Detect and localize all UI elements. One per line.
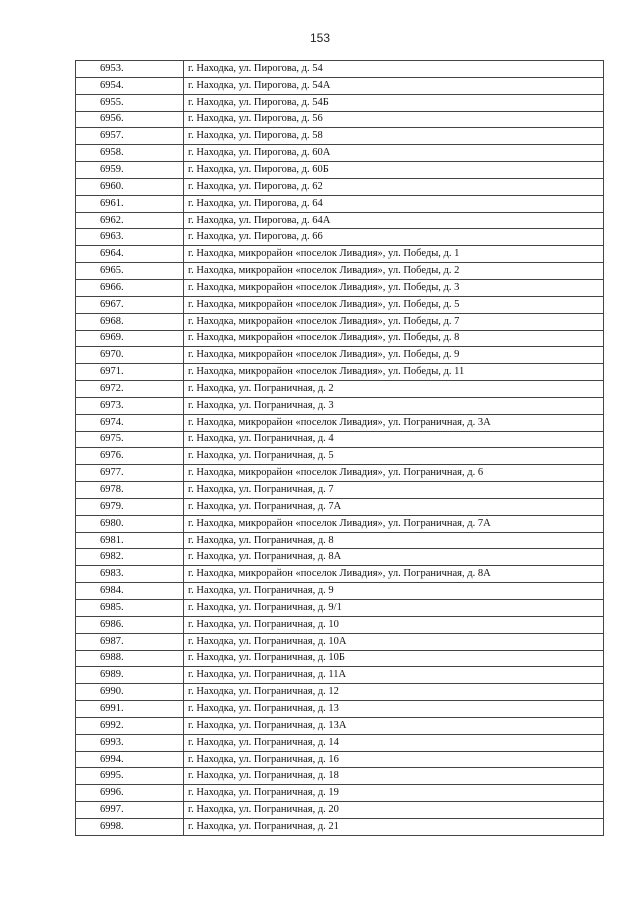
table-row [76,734,604,751]
row-number-cell: 6969. [76,330,184,347]
table-row [76,701,604,718]
address-cell: г. Находка, ул. Пограничная, д. 20 [184,802,604,819]
table-row [76,128,604,145]
address-cell: г. Находка, ул. Пограничная, д. 21 [184,818,604,835]
address-cell: г. Находка, ул. Пограничная, д. 11А [184,667,604,684]
address-cell: г. Находка, ул. Пирогова, д. 64А [184,212,604,229]
row-number-cell: 6968. [76,313,184,330]
address-cell: г. Находка, микрорайон «поселок Ливадия», ул. Пограничная, д. 8А [184,566,604,583]
address-cell: г. Находка, микрорайон «поселок Ливадия», ул. Победы, д. 9 [184,347,604,364]
row-number-cell: 6961. [76,195,184,212]
table-row [76,684,604,701]
address-cell: г. Находка, ул. Пограничная, д. 4 [184,431,604,448]
address-cell: г. Находка, ул. Пограничная, д. 9/1 [184,600,604,617]
address-cell: г. Находка, микрорайон «поселок Ливадия», ул. Победы, д. 5 [184,296,604,313]
row-number-cell: 6954. [76,77,184,94]
address-table [75,60,604,836]
table-row [76,263,604,280]
address-cell: г. Находка, микрорайон «поселок Ливадия», ул. Победы, д. 11 [184,364,604,381]
table-row [76,397,604,414]
row-number-cell: 6966. [76,279,184,296]
row-number-cell: 6976. [76,448,184,465]
row-number-cell: 6998. [76,818,184,835]
table-row [76,431,604,448]
table-row [76,633,604,650]
row-number-cell: 6980. [76,515,184,532]
address-cell: г. Находка, ул. Пограничная, д. 8А [184,549,604,566]
address-cell: г. Находка, ул. Пирогова, д. 60Б [184,162,604,179]
table-row [76,246,604,263]
row-number-cell: 6987. [76,633,184,650]
address-cell: г. Находка, микрорайон «поселок Ливадия», ул. Победы, д. 2 [184,263,604,280]
table-row [76,61,604,78]
address-cell: г. Находка, микрорайон «поселок Ливадия», ул. Победы, д. 7 [184,313,604,330]
address-cell: г. Находка, ул. Пирогова, д. 56 [184,111,604,128]
row-number-cell: 6989. [76,667,184,684]
address-cell: г. Находка, ул. Пограничная, д. 10 [184,616,604,633]
table-row [76,296,604,313]
address-cell: г. Находка, ул. Пирогова, д. 66 [184,229,604,246]
row-number-cell: 6990. [76,684,184,701]
table-row [76,650,604,667]
table-row [76,465,604,482]
row-number-cell: 6994. [76,751,184,768]
row-number-cell: 6967. [76,296,184,313]
table-row [76,94,604,111]
table-row [76,330,604,347]
row-number-cell: 6985. [76,600,184,617]
address-cell: г. Находка, ул. Пирогова, д. 54А [184,77,604,94]
address-cell: г. Находка, ул. Пограничная, д. 12 [184,684,604,701]
row-number-cell: 6953. [76,61,184,78]
address-cell: г. Находка, ул. Пограничная, д. 3 [184,397,604,414]
address-cell: г. Находка, ул. Пограничная, д. 13А [184,717,604,734]
table-row [76,482,604,499]
page-number: 153 [309,31,331,45]
table-row [76,162,604,179]
row-number-cell: 6986. [76,616,184,633]
address-cell: г. Находка, микрорайон «поселок Ливадия», ул. Пограничная, д. 6 [184,465,604,482]
row-number-cell: 6962. [76,212,184,229]
row-number-cell: 6970. [76,347,184,364]
table-row [76,77,604,94]
address-cell: г. Находка, микрорайон «поселок Ливадия», ул. Пограничная, д. 3А [184,414,604,431]
table-row [76,583,604,600]
row-number-cell: 6959. [76,162,184,179]
address-cell: г. Находка, ул. Пограничная, д. 5 [184,448,604,465]
table-row [76,364,604,381]
table-row [76,381,604,398]
row-number-cell: 6973. [76,397,184,414]
table-row [76,313,604,330]
table-row [76,347,604,364]
address-cell: г. Находка, ул. Пограничная, д. 18 [184,768,604,785]
table-row [76,600,604,617]
table-row [76,515,604,532]
row-number-cell: 6984. [76,583,184,600]
address-cell: г. Находка, ул. Пирогова, д. 60А [184,145,604,162]
row-number-cell: 6971. [76,364,184,381]
address-cell: г. Находка, ул. Пограничная, д. 7 [184,482,604,499]
table-row [76,195,604,212]
row-number-cell: 6978. [76,482,184,499]
table-row [76,818,604,835]
address-cell: г. Находка, ул. Пирогова, д. 54Б [184,94,604,111]
table-row [76,566,604,583]
row-number-cell: 6955. [76,94,184,111]
table-row [76,498,604,515]
table-row [76,414,604,431]
row-number-cell: 6982. [76,549,184,566]
row-number-cell: 6975. [76,431,184,448]
table-row [76,549,604,566]
address-cell: г. Находка, ул. Пограничная, д. 19 [184,785,604,802]
table-row [76,667,604,684]
row-number-cell: 6956. [76,111,184,128]
address-cell: г. Находка, ул. Пограничная, д. 13 [184,701,604,718]
table-row [76,768,604,785]
address-cell: г. Находка, ул. Пирогова, д. 62 [184,178,604,195]
row-number-cell: 6977. [76,465,184,482]
table-row [76,111,604,128]
row-number-cell: 6995. [76,768,184,785]
table-row [76,145,604,162]
address-cell: г. Находка, ул. Пограничная, д. 2 [184,381,604,398]
row-number-cell: 6960. [76,178,184,195]
address-cell: г. Находка, ул. Пограничная, д. 9 [184,583,604,600]
table-row [76,212,604,229]
address-cell: г. Находка, ул. Пограничная, д. 16 [184,751,604,768]
address-cell: г. Находка, ул. Пограничная, д. 14 [184,734,604,751]
address-cell: г. Находка, ул. Пограничная, д. 10А [184,633,604,650]
row-number-cell: 6979. [76,498,184,515]
address-cell: г. Находка, микрорайон «поселок Ливадия», ул. Победы, д. 3 [184,279,604,296]
address-cell: г. Находка, ул. Пограничная, д. 8 [184,532,604,549]
address-cell: г. Находка, ул. Пограничная, д. 7А [184,498,604,515]
address-cell: г. Находка, микрорайон «поселок Ливадия», ул. Пограничная, д. 7А [184,515,604,532]
table-row [76,616,604,633]
table-row [76,178,604,195]
table-row [76,785,604,802]
address-cell: г. Находка, микрорайон «поселок Ливадия», ул. Победы, д. 1 [184,246,604,263]
row-number-cell: 6988. [76,650,184,667]
address-cell: г. Находка, ул. Пирогова, д. 58 [184,128,604,145]
row-number-cell: 6997. [76,802,184,819]
row-number-cell: 6992. [76,717,184,734]
row-number-cell: 6958. [76,145,184,162]
table-row [76,802,604,819]
table-row [76,279,604,296]
row-number-cell: 6964. [76,246,184,263]
row-number-cell: 6983. [76,566,184,583]
table-row [76,751,604,768]
table-row [76,229,604,246]
table-row [76,448,604,465]
row-number-cell: 6991. [76,701,184,718]
row-number-cell: 6981. [76,532,184,549]
row-number-cell: 6957. [76,128,184,145]
address-cell: г. Находка, ул. Пограничная, д. 10Б [184,650,604,667]
row-number-cell: 6996. [76,785,184,802]
row-number-cell: 6972. [76,381,184,398]
table-row [76,532,604,549]
row-number-cell: 6965. [76,263,184,280]
row-number-cell: 6974. [76,414,184,431]
table-row [76,717,604,734]
row-number-cell: 6963. [76,229,184,246]
address-cell: г. Находка, ул. Пирогова, д. 54 [184,61,604,78]
address-table-body [76,61,604,836]
row-number-cell: 6993. [76,734,184,751]
address-cell: г. Находка, ул. Пирогова, д. 64 [184,195,604,212]
address-cell: г. Находка, микрорайон «поселок Ливадия», ул. Победы, д. 8 [184,330,604,347]
